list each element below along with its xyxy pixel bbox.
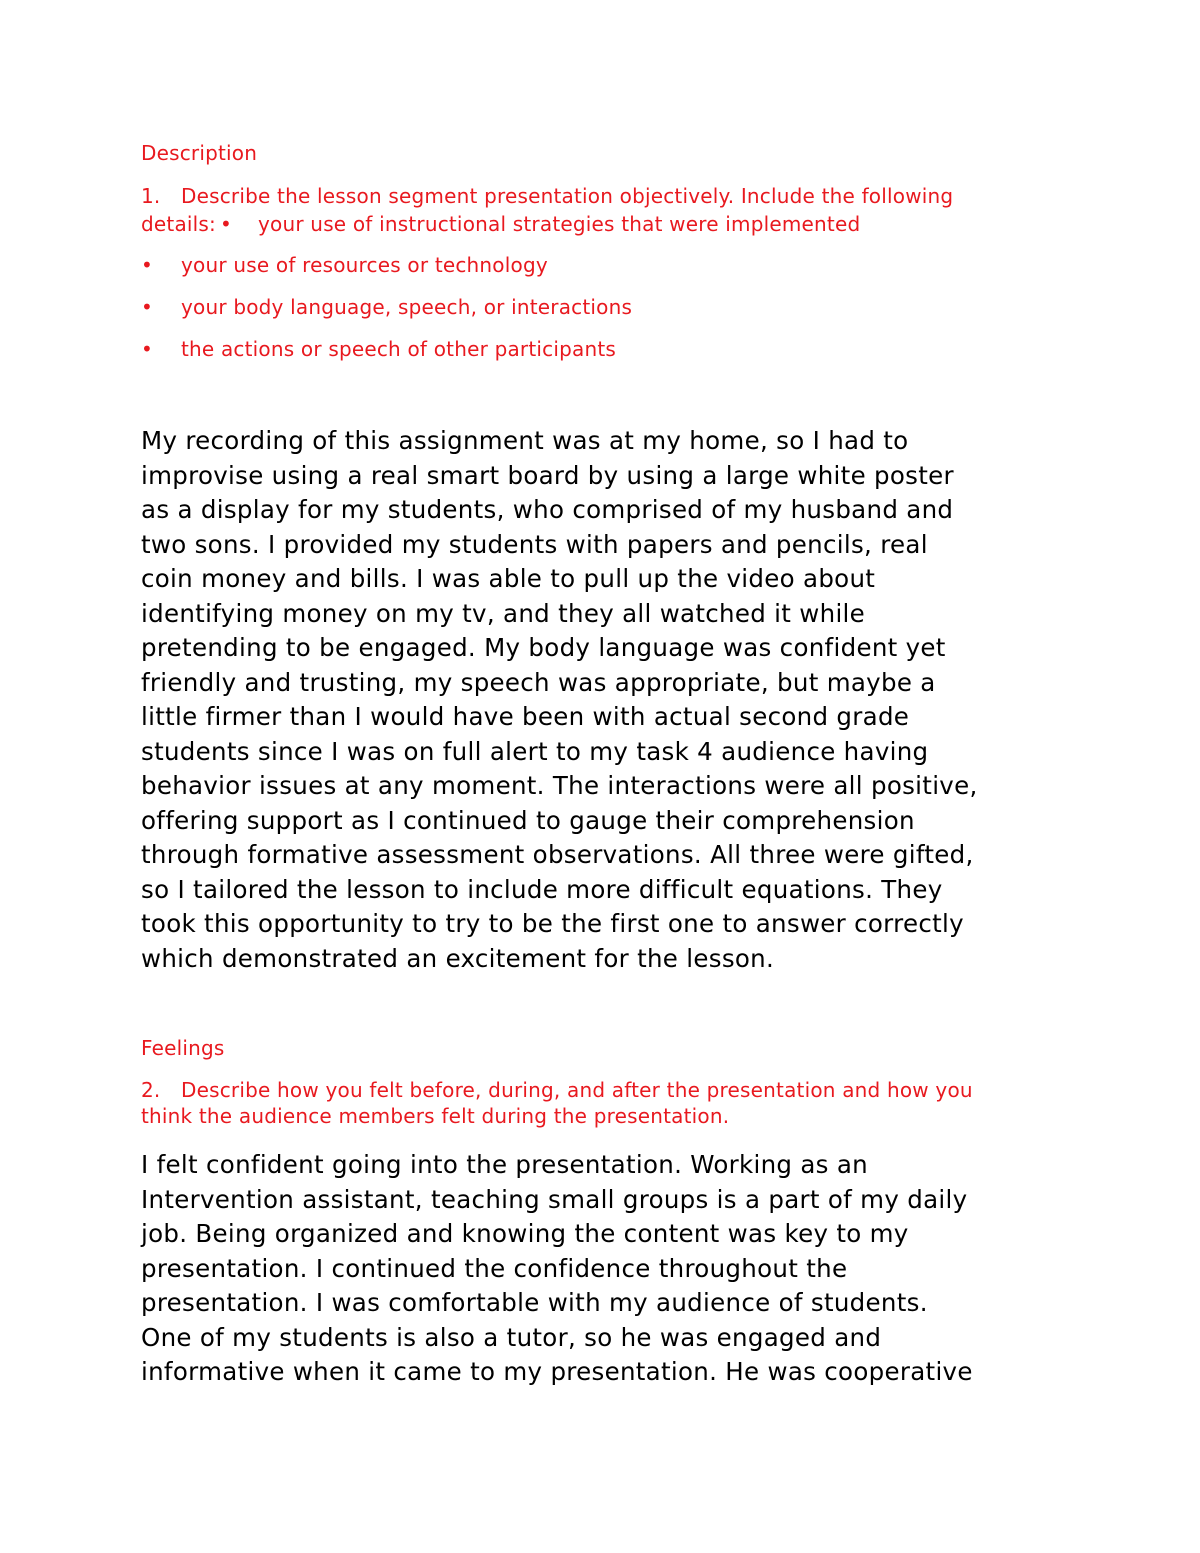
question-1-text: Describe the lesson segment presentation objectively. Include the following (181, 184, 954, 208)
response-line: students since I was on full alert to my task 4 audience having (141, 736, 929, 766)
response-line: identifying money on my tv, and they all watched it while (141, 598, 866, 628)
bullet-item (141, 251, 632, 293)
response-line: took this opportunity to try to be the first one to answer correctly (141, 909, 964, 938)
response-line: pretending to be engaged. My body language was confident yet (141, 633, 946, 662)
response-line: job. Being organized and knowing the content was key to my (141, 1219, 909, 1248)
bullet-icon: • (219, 212, 232, 236)
question-1-line-1 (141, 182, 1041, 210)
response-1 (141, 424, 1071, 976)
bullet-icon: • (141, 295, 153, 319)
response-line: through formative assessment observations. All three were gifted, (141, 840, 974, 869)
response-line: I felt confident going into the presentation. Working as an (141, 1150, 868, 1179)
response-line: offering support as I continued to gauge their comprehension (141, 805, 915, 835)
response-line: friendly and trusting, my speech was appropriate, but maybe a (141, 667, 936, 697)
response-line: improvise using a real smart board by using a large white poster (141, 460, 954, 490)
response-line: My recording of this assignment was at my home, so I had to (141, 426, 909, 455)
bullet-item (141, 293, 632, 335)
question-1-details-label: details: (141, 212, 216, 236)
question-1 (141, 182, 1041, 238)
question-2-line-1 (141, 1077, 1041, 1103)
bullet-item-text: your body language, speech, or interactions (181, 295, 633, 319)
response-line: informative when it came to my presentation. He was cooperative (141, 1357, 973, 1386)
bullet-item-text: your use of resources or technology (181, 253, 548, 277)
question-2 (141, 1077, 1041, 1129)
response-line: little firmer than I would have been with actual second grade (141, 702, 910, 731)
response-line: presentation. I continued the confidence throughout the (141, 1253, 848, 1283)
response-line: behavior issues at any moment. The interactions were all positive, (141, 771, 978, 800)
section-heading-feelings: Feelings (141, 1036, 225, 1060)
response-line: as a display for my students, who comprised of my husband and (141, 495, 954, 524)
bullet-item (141, 335, 632, 377)
bullet-icon: • (141, 253, 153, 277)
question-2-line-2: think the audience members felt during the presentation. (141, 1104, 730, 1128)
response-2 (141, 1148, 1071, 1390)
question-2-text: Describe how you felt before, during, and after the presentation and how you (181, 1078, 973, 1102)
response-line: two sons. I provided my students with papers and pencils, real (141, 529, 928, 559)
bullet-icon: • (141, 337, 153, 361)
response-line: which demonstrated an excitement for the lesson. (141, 943, 775, 973)
question-1-number: 1. (141, 184, 161, 208)
section-heading-description: Description (141, 141, 258, 165)
question-2-number: 2. (141, 1078, 161, 1102)
response-line: presentation. I was comfortable with my audience of students. (141, 1288, 928, 1317)
response-line: Intervention assistant, teaching small groups is a part of my daily (141, 1184, 968, 1214)
response-line: so I tailored the lesson to include more difficult equations. They (141, 874, 943, 904)
bullet-item: your use of instructional strategies that were implemented (257, 212, 861, 236)
question-1-line-2 (141, 210, 1041, 238)
response-line: coin money and bills. I was able to pull up the video about (141, 564, 876, 593)
bullet-item-text: the actions or speech of other participants (181, 337, 616, 361)
bullet-list (141, 251, 632, 377)
response-line: One of my students is also a tutor, so he was engaged and (141, 1322, 882, 1352)
